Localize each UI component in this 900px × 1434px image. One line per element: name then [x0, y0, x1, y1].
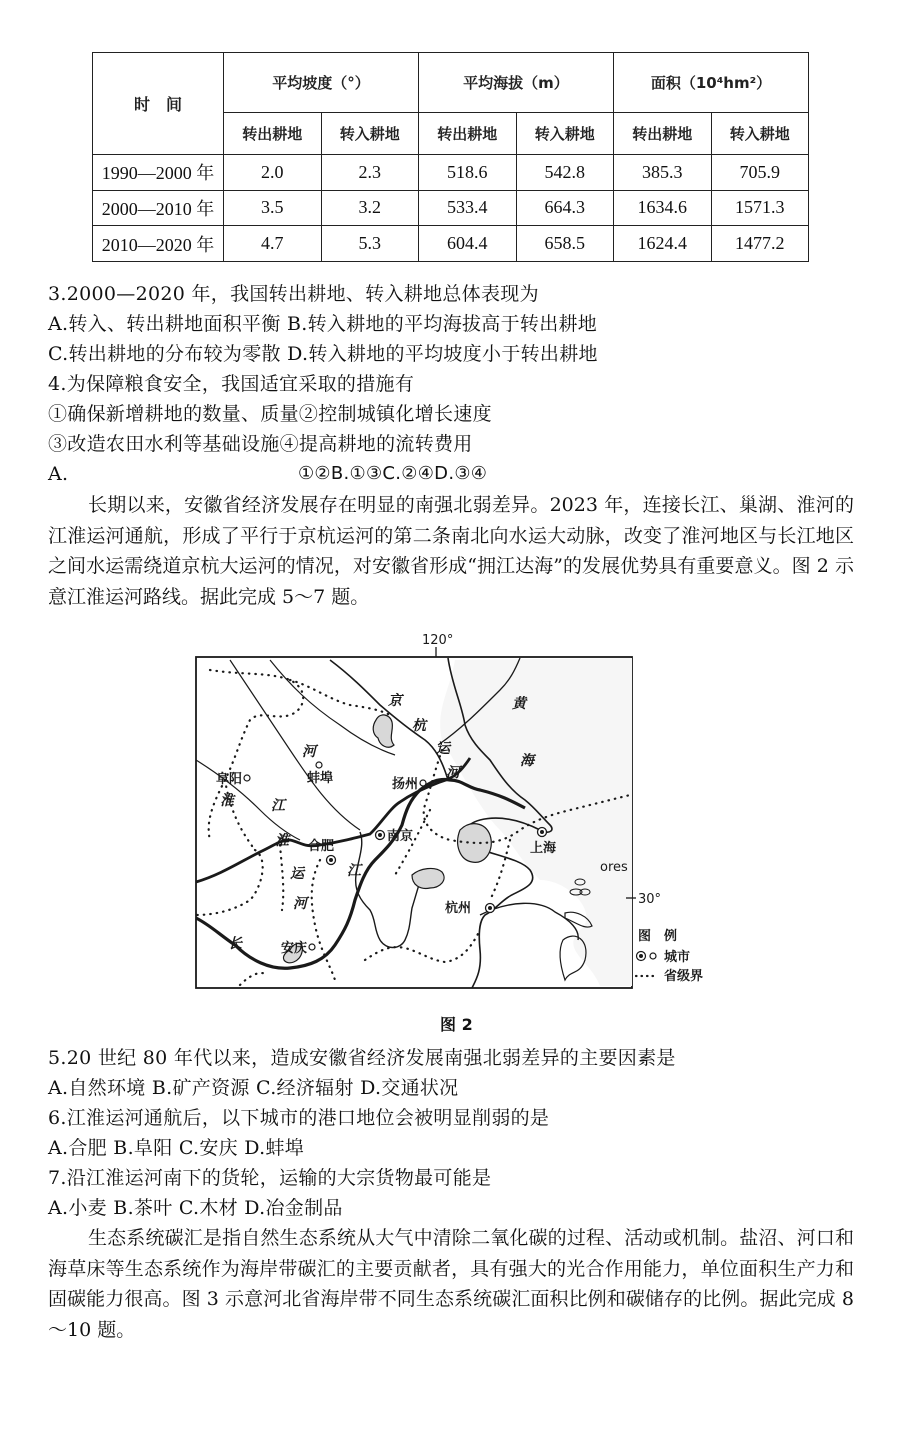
- city-hangzhou-icon-dot: [488, 906, 492, 910]
- question-6-options: A.合肥 B.阜阳 C.安庆 D.蚌埠: [48, 1137, 305, 1159]
- city-fuyang-icon: [244, 775, 250, 781]
- farmland-transfer-table: [92, 52, 809, 262]
- label-huai-he: 河: [302, 744, 316, 760]
- table-cell: 4.7: [224, 226, 322, 262]
- table-cell: 3.2: [321, 190, 419, 226]
- table-cell: 518.6: [419, 155, 517, 191]
- city-label-fuyang: 阜阳: [216, 772, 243, 787]
- label-jing: 京: [388, 693, 402, 709]
- map-legend: [636, 928, 703, 984]
- table-header-slope: 平均坡度（°）: [224, 53, 419, 113]
- table-cell: 2.3: [321, 155, 419, 191]
- label-he-2: 河: [293, 896, 307, 912]
- table-cell-period: 2000—2010 年: [93, 190, 224, 226]
- table-cell: 2.0: [224, 155, 322, 191]
- question-4-stem: 4.为保障粮食安全，我国适宜采取的措施有: [48, 373, 415, 395]
- city-shanghai-icon-dot: [540, 830, 544, 834]
- city-label-shanghai: 上海: [530, 841, 557, 856]
- label-huai-2: 淮: [275, 833, 289, 849]
- label-jiang-1: 江: [271, 798, 285, 814]
- table-row: [93, 226, 809, 262]
- legend-major-city-icon-dot: [639, 954, 643, 958]
- city-anqing-icon: [309, 944, 315, 950]
- table-cell-period: 1990—2000 年: [93, 155, 224, 191]
- passage-coastal-carbon-sink: 生态系统碳汇是指自然生态系统从大气中清除二氧化碳的过程、活动或机制。盐沼、河口和海草床等生态系统作为海岸带碳汇的主要贡献者，具有强大的光合作用能力，单位面积生产力和固碳能力很高。图 3 示意河北省海岸带不同生态系统碳汇面积比例和碳储存的比例。据此完成 8～10 题。: [48, 1227, 854, 1341]
- table-cell: 705.9: [711, 155, 809, 191]
- label-he: 河: [446, 765, 460, 781]
- table-subheader: 转入耕地: [516, 113, 614, 155]
- table-cell: 533.4: [419, 190, 517, 226]
- table-cell: 1624.4: [614, 226, 712, 262]
- table-subheader: 转出耕地: [614, 113, 712, 155]
- table-subheader: 转出耕地: [419, 113, 517, 155]
- table-cell: 1634.6: [614, 190, 712, 226]
- label-huang: 黄: [512, 696, 526, 712]
- chaohu-lake: [412, 868, 444, 888]
- table-cell: 542.8: [516, 155, 614, 191]
- question-4-options: [48, 459, 488, 489]
- latitude-label: 30°: [638, 892, 662, 907]
- question-4-option-text: ①②B.①③C.②④D.③④: [298, 463, 488, 484]
- table-cell-period: 2010—2020 年: [93, 226, 224, 262]
- city-label-nanjing: 南京: [387, 829, 414, 844]
- legend-city-label: 城市: [664, 950, 691, 965]
- city-label-anqing: 安庆: [281, 941, 308, 956]
- table-subheader: 转入耕地: [711, 113, 809, 155]
- question-3-options-cd: C.转出耕地的分布较为零散 D.转入耕地的平均坡度小于转出耕地: [48, 343, 598, 365]
- legend-minor-city-icon: [650, 953, 656, 959]
- table-cell: 1477.2: [711, 226, 809, 262]
- table-subheader: 转出耕地: [224, 113, 322, 155]
- table-cell: 385.3: [614, 155, 712, 191]
- label-yun-2: 运: [290, 866, 304, 882]
- label-huai: 淮: [220, 793, 234, 809]
- city-bengbu-icon: [316, 762, 322, 768]
- city-nanjing-icon-dot: [378, 833, 382, 837]
- legend-title: 图 例: [638, 929, 678, 944]
- city-yangzhou-icon: [420, 780, 426, 786]
- table-subheader: 转入耕地: [321, 113, 419, 155]
- table-cell: 1571.3: [711, 190, 809, 226]
- table-row: [93, 155, 809, 191]
- label-hang: 杭: [412, 718, 426, 734]
- question-3-options-ab: A.转入、转出耕地面积平衡 B.转入耕地的平均海拔高于转出耕地: [48, 313, 598, 335]
- label-yun: 运: [436, 741, 450, 757]
- figure-caption: 图 2: [440, 1015, 473, 1034]
- question-6-stem: 6.江淮运河通航后，以下城市的港口地位会被明显削弱的是: [48, 1107, 550, 1129]
- label-hai: 海: [520, 753, 534, 769]
- table-header-time: 时 间: [93, 53, 224, 155]
- table-cell: 3.5: [224, 190, 322, 226]
- city-label-hefei: 合肥: [308, 839, 335, 854]
- city-label-hangzhou: 杭州: [445, 901, 472, 916]
- longitude-label: 120°: [422, 633, 454, 648]
- question-3-stem: 3.2000—2020 年，我国转出耕地、转入耕地总体表现为: [48, 283, 539, 305]
- table-cell: 5.3: [321, 226, 419, 262]
- question-4-item-34: ③改造农田水利等基础设施④提高耕地的流转费用: [48, 433, 473, 455]
- table-row: [93, 190, 809, 226]
- legend-boundary-label: 省级界: [664, 969, 704, 984]
- question-4-option-a-label: A.: [48, 463, 69, 485]
- map-stray-label: ores: [600, 860, 628, 875]
- question-7-stem: 7.沿江淮运河南下的货轮，运输的大宗货物最可能是: [48, 1167, 492, 1189]
- question-5-stem: 5.20 世纪 80 年代以来，造成安徽省经济发展南强北弱差异的主要因素是: [48, 1047, 676, 1069]
- table-header-area: 面积（10⁴hm²）: [614, 53, 809, 113]
- label-jiang-2: 江: [347, 863, 361, 879]
- city-hefei-icon-dot: [329, 858, 333, 862]
- question-5-options: A.自然环境 B.矿产资源 C.经济辐射 D.交通状况: [48, 1077, 459, 1099]
- question-4-item-12: ①确保新增耕地的数量、质量②控制城镇化增长速度: [48, 403, 492, 425]
- label-chang: 长: [228, 936, 242, 952]
- question-7-options: A.小麦 B.茶叶 C.木材 D.冶金制品: [48, 1197, 343, 1219]
- city-label-yangzhou: 扬州: [392, 777, 419, 792]
- table-header-elevation: 平均海拔（m）: [419, 53, 614, 113]
- table-cell: 664.3: [516, 190, 614, 226]
- jianghuai-canal-map: [180, 630, 720, 1010]
- passage-jianghuai-canal: 长期以来，安徽省经济发展存在明显的南强北弱差异。2023 年，连接长江、巢湖、淮河的江淮运河通航，形成了平行于京杭运河的第二条南北向水运大动脉，改变了淮河地区与长江地区之间水运需绕道京杭大运河的情况，对安徽省形成“拥江达海”的发展优势具有重要意义。图 2 示意江淮运河路线。据此完成 5～7 题。: [48, 494, 854, 608]
- table-cell: 604.4: [419, 226, 517, 262]
- table-cell: 658.5: [516, 226, 614, 262]
- city-label-bengbu: 蚌埠: [307, 771, 334, 786]
